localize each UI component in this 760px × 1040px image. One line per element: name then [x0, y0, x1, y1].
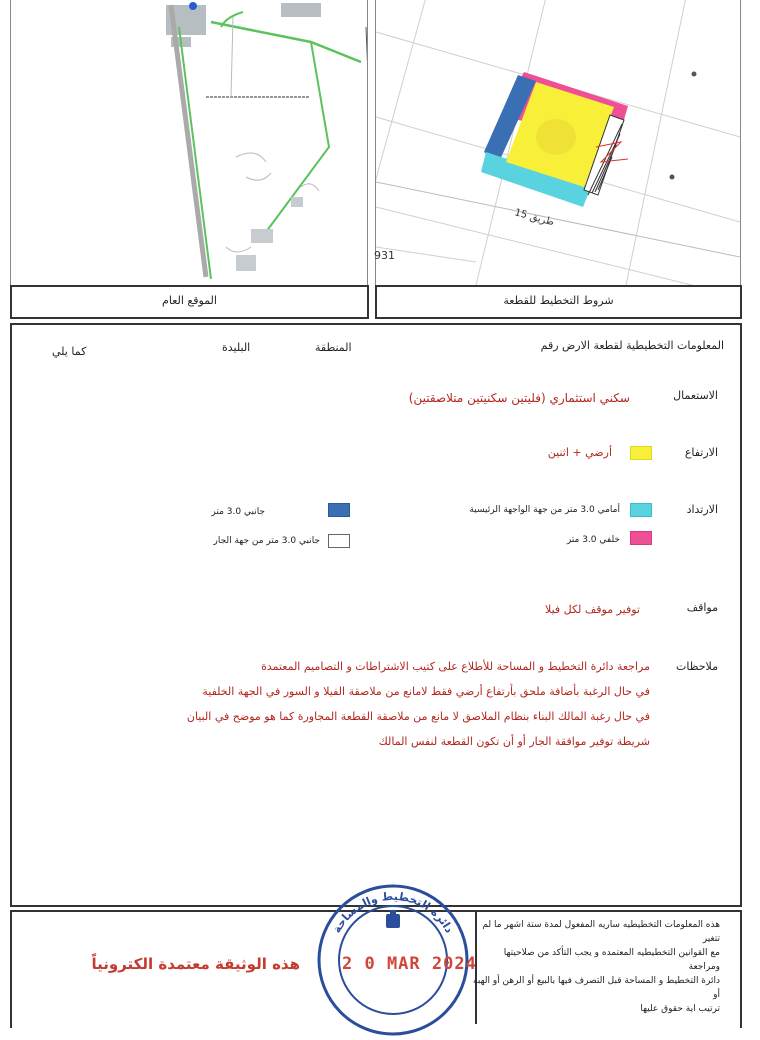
parking-value: توفير موقف لكل فيلا [545, 603, 640, 616]
municipality-name: البليدة [222, 341, 251, 354]
notes-label: ملاحظات [676, 660, 718, 673]
usage-value: سكني استثماري (فليتين سكنيتين متلاصقتين) [408, 391, 630, 405]
road-label: طريق 15 [513, 207, 556, 229]
stamp-text: دائرة التخطيط والمساحة [330, 889, 456, 936]
disclaimer-line: ترتيب اية حقوق عليها [640, 1004, 720, 1014]
planning-caption: شروط التخطيط للقطعة [503, 294, 614, 307]
height-value: أرضي + اثنين [547, 446, 612, 459]
parking-label: مواقف [686, 601, 718, 614]
location-caption-box [10, 285, 369, 319]
info-header: المعلومات التخطيطية لقطعة الارض رقم [540, 339, 724, 352]
location-caption: الموقع العام [162, 294, 217, 307]
usage-label: الاستعمال [673, 389, 718, 402]
location-map-panel [10, 0, 368, 286]
setback-side-neighbor: جانبي 3.0 متر من جهة الجار [213, 536, 320, 546]
note-line: شريطة توفير موافقة الجار أو أن تكون القطعة لنفس المالك [378, 735, 650, 748]
region-label: المنطقة [315, 341, 352, 354]
corner-number: 931 [374, 249, 395, 262]
disclaimer-line: دائرة التخطيط و المساحة قبل التصرف فيها بالبيع أو الرهن أو الهبه أو [473, 976, 720, 1000]
stamp-date: 2 0 MAR 2024 [342, 954, 477, 974]
plot-plan-diagram [376, 0, 740, 285]
setback-side: جانبي 3.0 متر [211, 507, 265, 517]
planning-map-panel [375, 0, 741, 286]
height-label: الارتفاع [684, 446, 718, 459]
setback-label: الارتداد [686, 503, 718, 516]
planning-caption-box [375, 285, 742, 319]
setback-front-swatch [630, 503, 652, 517]
electronic-doc-notice: هذه الوثيقة معتمدة الكترونياً [91, 955, 300, 973]
note-line: في حال رغبة المالك البناء بنظام الملاصق لا مانع من ملاصقة القطعة المجاورة كما هو موضح في البيان [186, 710, 650, 723]
footer-disclaimer [470, 918, 720, 1016]
as-follows: كما يلي [52, 345, 87, 358]
setback-rear: خلفي 3.0 متر [566, 535, 620, 545]
note-line: في حال الرغبة بأضافة ملحق بأرتفاع أرضي فقط لامانع من ملاصقة الفيلا و السور في الجهة الخلفية [202, 685, 650, 698]
location-map [11, 0, 367, 285]
setback-front: أمامي 3.0 متر من جهة الواجهة الرئيسية [469, 505, 620, 515]
disclaimer-line: مع القوانين التخطيطيه المعتمده و يجب التأكد من صلاحيتها ومراجعة [503, 948, 720, 972]
height-swatch [630, 446, 652, 460]
note-line: مراجعة دائرة التخطيط و المساحة للأطلاع على كتيب الاشتراطات و التصاميم المعتمدة [261, 660, 650, 673]
setback-side-neighbor-swatch [328, 534, 350, 548]
setback-side-swatch [328, 503, 350, 517]
disclaimer-line: هذه المعلومات التخطيطيه ساريه المفعول لمدة ستة اشهر ما لم تتغير [482, 920, 720, 944]
setback-rear-swatch [630, 531, 652, 545]
